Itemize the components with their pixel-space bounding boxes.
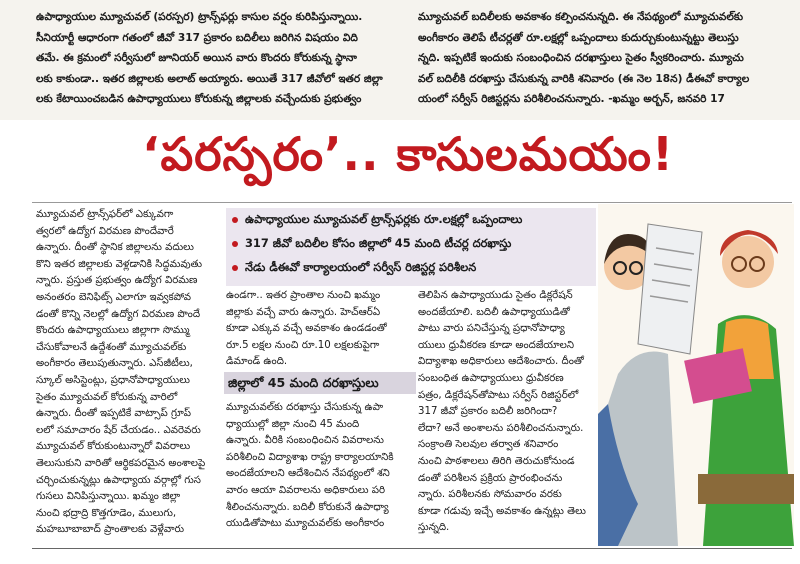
body-line: జిల్లాకు వచ్చే వారు ఉన్నారు. హెచ్‌ఆర్‌ఏ <box>226 306 381 318</box>
bullet-icon <box>232 217 238 223</box>
body-line: పాటు వారు పనిచేస్తున్న ప్రధానోపాధ్యా <box>418 323 565 335</box>
body-line: నుంచి భద్రాద్రి కొత్తగూడెం, ములుగు, <box>36 507 177 519</box>
body-line: చర్చించుకున్నట్లు ఉపాధ్యాయ వర్గాల్లో గుస <box>36 474 201 486</box>
bullet-icon <box>232 265 238 271</box>
desk <box>698 474 794 504</box>
body-line: పత్రం, డిక్లరేషన్‌తోపాటు సర్వీస్ రిజిస్టర్‌లో <box>418 389 579 401</box>
article-column-2b <box>226 400 412 533</box>
intro-line: మ్యూచువల్ బదిలీలకు అవకాశం కల్పించనున్నది. ఈ నేపథ్యంలో మ్యూచువల్‌కు <box>418 11 744 23</box>
body-line: సంక్రాంతి సెలవుల తర్వాత శనివారం <box>418 439 559 451</box>
intro-line: న్నది. ఇప్పటికే ఇందుకు సంబంధించిన దరఖాస్తులు సైతం స్వీకరించారు. మ్యూచు <box>418 52 744 65</box>
body-line: అందజేయాలి. బదిలీ ఉపాధ్యాయుడితో <box>418 306 570 318</box>
intro-line: అంగీకారం తెలిపే టీచర్లతో రూ.లక్షల్లో ఒప్పందాలు కుదుర్చుకుంటున్నట్టు తెలుస్తు <box>418 31 739 44</box>
highlight-item: ఉపాధ్యాయుల మ్యూచువల్ ట్రాన్స్‌ఫర్లకు రూ.లక్షల్లో ఒప్పందాలు <box>226 208 596 232</box>
body-line: డిమాండ్ ఉంది. <box>226 356 288 368</box>
body-line: తెలుసుకుని వారితో ఆర్థికపరమైన అంశాలపై <box>36 457 206 469</box>
intro-line: యంలో సర్వీస్ రిజిస్టర్లను పరిశీలించనున్నారు. -ఖమ్మం అర్బన్, జనవరి 17 <box>418 93 725 106</box>
highlight-item: 317 జీవో బదిలీల కోసం జిల్లాలో 45 మంది టీచర్ల దరఖాస్తు <box>226 232 596 256</box>
body-line: తెలిపిన ఉపాధ్యాయుడు సైతం డిక్లరేషన్ <box>418 290 573 301</box>
body-line: త్వరలో ఉద్యోగ విరమణ పొందేవారే <box>36 225 174 237</box>
intro-line: లకు కేటాయించబడిన ఉపాధ్యాయులు కోరుకున్న జిల్లాలకు వచ్చేందుకు ప్రభుత్వం <box>36 93 362 106</box>
body-line: గుసలు వినిపిస్తున్నాయి. ఖమ్మం జిల్లా <box>36 491 181 503</box>
body-line: సైతం మ్యూచువల్ కోరుకున్న వారిలో <box>36 391 178 403</box>
body-line: నుంచి పాఠశాలలు తిరిగి తెరుచుకోనుండ <box>418 455 575 467</box>
body-line: యుడితోపాటు మ్యూచువల్‌కు అంగీకారం <box>226 518 385 530</box>
body-line: స్తున్నది. <box>418 522 450 534</box>
body-line: చేసుకోవాలనే ఉద్దేశంతో మ్యూచువల్‌కు <box>36 341 187 353</box>
body-line: అందజేయాలని ఆదేశించిన నేపథ్యంలో శని <box>226 468 390 480</box>
intro-line: తమే. ఈ క్రమంలో సర్వీసులో జూనియర్ అయిన వారు కొందరు కోరుకున్న స్థానా <box>36 52 357 65</box>
bottom-rule <box>32 548 792 549</box>
body-line: రూ.5 లక్షల నుంచి రూ.10 లక్షలకుపైగా <box>226 339 380 351</box>
section-subheading: జిల్లాలో 45 మంది దరఖాస్తులు <box>224 372 416 394</box>
body-line: యులు ధ్రువీకరణ కూడా అందజేయాలని <box>418 339 575 351</box>
body-line: మ్యూచువల్ ట్రాన్స్‌ఫర్‌లో ఎక్కువగా <box>36 209 174 220</box>
body-line: పరిశీలించి విద్యాశాఖ రాష్ట్ర కార్యాలయానికి <box>226 451 394 463</box>
body-line: ఉండగా.. ఇతర ప్రాంతాల నుంచి ఖమ్మం <box>226 290 381 301</box>
body-line: మ్యూచువల్‌కు దరఖాస్తు చేసుకున్న ఉపా <box>226 402 384 413</box>
body-line: న్నారు. పరిశీలనకు సోమవారం వరకు <box>418 489 562 501</box>
intro-right-column <box>418 7 788 110</box>
headline-divider <box>32 202 792 203</box>
body-line: కొని ఇతర జిల్లాలకు వెళ్లడానికి సిద్ధమవుతు <box>36 258 202 270</box>
body-line: ఉన్నారు. దీంతో స్థానిక జిల్లాలను వదులు <box>36 242 194 254</box>
body-line: కూడా ఎక్కువ వచ్చే అవకాశం ఉండడంతో <box>226 323 387 335</box>
headline: ‘పరస్పరం’.. కాసులమయం! <box>142 127 674 181</box>
teachers-illustration <box>598 204 794 546</box>
body-line: లేదా? అనే అంశాలను పరిశీలించనున్నారు. <box>418 422 584 434</box>
body-line: ధ్యాయుల్లో జిల్లా నుంచి 45 మంది <box>226 418 360 430</box>
body-line: శీలించనున్నారు. బదిలీ కోరుకునే ఉపాధ్యా <box>226 501 389 513</box>
body-line: డంతో కొన్ని నెలల్లో ఉద్యోగ విరమణ పొందే <box>36 308 201 320</box>
body-line: ఉన్నారు. వీరికి సంబంధించిన వివరాలను <box>226 435 384 447</box>
intro-line: లకు కాకుండా.. ఇతర జిల్లాలకు అలాట్ అయ్యారు. అయితే 317 జీవోలో ఇతర జిల్లా <box>36 72 383 85</box>
intro-line: వల్ బదిలీకి దరఖాస్తు చేసుకున్న వారికి శనివారం (ఈ నెల 18న) డీఈవో కార్యాల <box>418 72 750 85</box>
body-line: న్నారు. ప్రస్తుత ప్రభుత్వం ఉద్యోగ విరమణ <box>36 275 198 287</box>
body-line: ఉన్నారు. దీంతో ఇప్పటికే వాట్సాప్ గ్రూప్ <box>36 408 192 420</box>
body-line: డంతో పరిశీలన ప్రక్రియ ప్రారంభించను <box>418 472 563 484</box>
body-line: అనంతరం బెనిఫిట్స్ ఎలాగూ ఇవ్వకపోవ <box>36 291 191 303</box>
bullet-icon <box>232 241 238 247</box>
intro-line: సీనియార్టీ ఆధారంగా గతంలో జీవో 317 ప్రకారం బదిలీలు జరిగిన విషయం విది <box>36 31 358 44</box>
body-line: విద్యాశాఖ అధికారులు ఆదేశించారు. దీంతో <box>418 356 584 368</box>
body-line: స్కూల్ అసిస్టెంట్లు, ప్రధానోపాధ్యాయులు <box>36 374 190 386</box>
body-line: లలో సమాచారం షేర్ చేయడం.. ఎవరెవరు <box>36 424 201 436</box>
newspaper-icon <box>638 224 702 354</box>
article-column-1 <box>36 207 216 539</box>
highlights-box <box>226 208 596 286</box>
body-line: సంబంధిత ఉపాధ్యాయులు ధ్రువీకరణ <box>418 372 564 384</box>
article-column-2 <box>226 288 412 371</box>
intro-line: ఉపాధ్యాయుల మ్యూచువల్ (పరస్పర) ట్రాన్స్‌ఫర్లు కాసుల వర్షం కురిపిస్తున్నాయి. <box>36 11 363 23</box>
body-line: వారం ఆయా వివరాలను అధికారులు పరి <box>226 484 386 496</box>
article-column-3 <box>418 288 594 537</box>
highlight-item: నేడు డీఈవో కార్యాలయంలో సర్వీస్ రిజిస్టర్ల పరిశీలన <box>226 256 596 280</box>
body-line: మ్యూచువల్ కోరుకుంటున్నారో వివరాలు <box>36 441 191 453</box>
body-line: 317 జీవో ప్రకారం బదిలీ జరిగిందా? <box>418 406 558 418</box>
body-line: మహబూబాబాద్ ప్రాంతాలకు వెళ్లేవారు <box>36 524 185 536</box>
body-line: కూడా గడువు ఇచ్చే అవకాశం ఉన్నట్లు తెలు <box>418 505 586 517</box>
intro-left-column <box>36 7 404 110</box>
body-line: కొందరు ఉపాధ్యాయులు జిల్లాగా సొమ్ము <box>36 325 190 337</box>
body-line: అంగీకారం తెలుపుతున్నారు. ఎస్‌జీటీలు, <box>36 358 193 370</box>
